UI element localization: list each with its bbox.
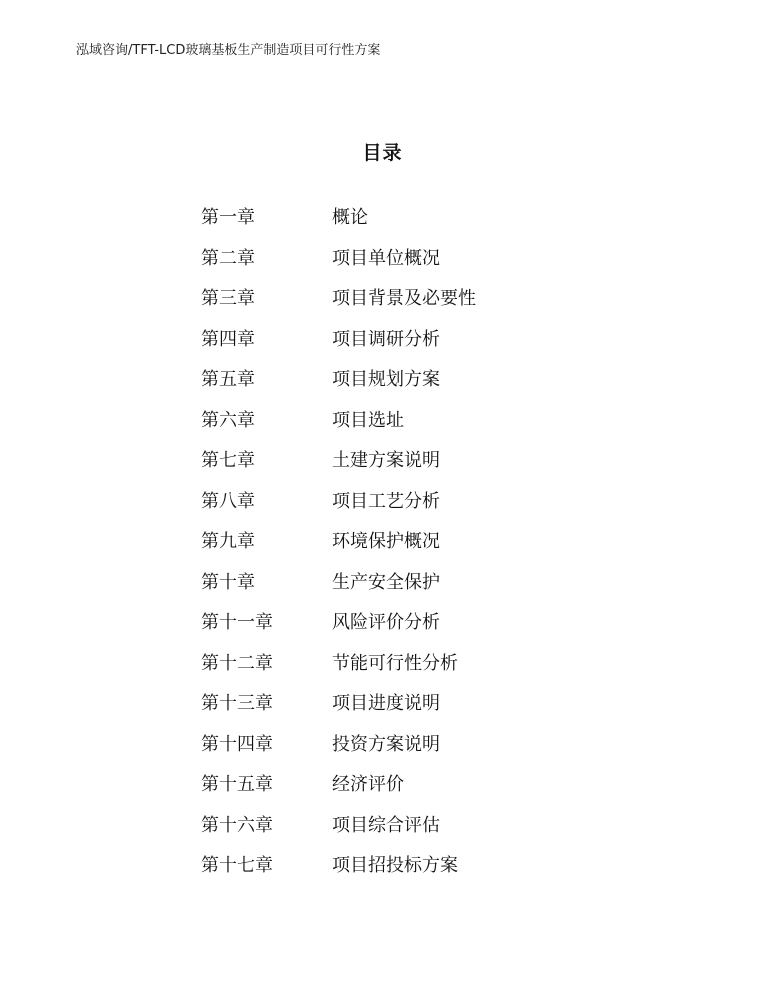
toc-chapter-title: 土建方案说明	[332, 450, 440, 471]
toc-entry[interactable]	[201, 813, 476, 854]
page-header: 泓域咨询/TFT-LCD玻璃基板生产制造项目可行性方案	[76, 43, 381, 58]
toc-entry[interactable]	[201, 448, 476, 489]
toc-entry[interactable]	[201, 529, 476, 570]
toc-entry[interactable]	[201, 408, 476, 449]
toc-chapter-title: 项目调研分析	[332, 328, 440, 350]
toc-chapter-title: 项目背景及必要性	[332, 288, 476, 309]
toc-chapter-title: 项目招投标方案	[332, 855, 458, 876]
toc-chapter-number: 第十章	[201, 571, 255, 593]
toc-entry[interactable]	[201, 246, 476, 287]
toc-chapter-number: 第十四章	[201, 733, 273, 755]
toc-chapter-title: 投资方案说明	[332, 733, 440, 755]
toc-entry[interactable]	[201, 489, 476, 530]
toc-chapter-number: 第十三章	[201, 693, 273, 714]
toc-chapter-number: 第四章	[201, 328, 255, 350]
toc-chapter-title: 项目单位概况	[332, 247, 440, 269]
toc-entry[interactable]	[201, 286, 476, 327]
toc-list	[201, 205, 476, 894]
toc-entry[interactable]	[201, 570, 476, 611]
toc-entry[interactable]	[201, 327, 476, 368]
toc-chapter-number: 第八章	[201, 490, 255, 512]
toc-title: 目录	[362, 142, 403, 164]
toc-entry[interactable]	[201, 651, 476, 692]
toc-chapter-number: 第三章	[201, 288, 255, 309]
toc-entry[interactable]	[201, 853, 476, 894]
toc-chapter-title: 风险评价分析	[332, 612, 440, 633]
toc-chapter-number: 第十一章	[201, 612, 273, 633]
toc-entry[interactable]	[201, 691, 476, 732]
toc-chapter-title: 项目综合评估	[332, 814, 440, 836]
toc-chapter-title: 项目选址	[332, 409, 404, 431]
toc-chapter-number: 第九章	[201, 531, 255, 552]
toc-chapter-number: 第十二章	[201, 652, 273, 674]
toc-chapter-number: 第七章	[201, 450, 255, 471]
toc-chapter-title: 经济评价	[332, 774, 404, 795]
toc-entry[interactable]	[201, 610, 476, 651]
toc-chapter-number: 第二章	[201, 247, 255, 269]
toc-chapter-number: 第十六章	[201, 814, 273, 836]
toc-chapter-title: 生产安全保护	[332, 571, 440, 593]
toc-chapter-title: 概论	[332, 207, 368, 228]
toc-chapter-number: 第五章	[201, 369, 255, 390]
toc-chapter-number: 第十五章	[201, 774, 273, 795]
toc-entry[interactable]	[201, 205, 476, 246]
toc-chapter-number: 第十七章	[201, 855, 273, 876]
toc-chapter-title: 节能可行性分析	[332, 652, 458, 674]
toc-entry[interactable]	[201, 772, 476, 813]
toc-chapter-title: 项目工艺分析	[332, 490, 440, 512]
toc-chapter-number: 第六章	[201, 409, 255, 431]
toc-entry[interactable]	[201, 367, 476, 408]
toc-chapter-number: 第一章	[201, 207, 255, 228]
toc-chapter-title: 项目规划方案	[332, 369, 440, 390]
toc-chapter-title: 项目进度说明	[332, 693, 440, 714]
toc-chapter-title: 环境保护概况	[332, 531, 440, 552]
toc-entry[interactable]	[201, 732, 476, 773]
